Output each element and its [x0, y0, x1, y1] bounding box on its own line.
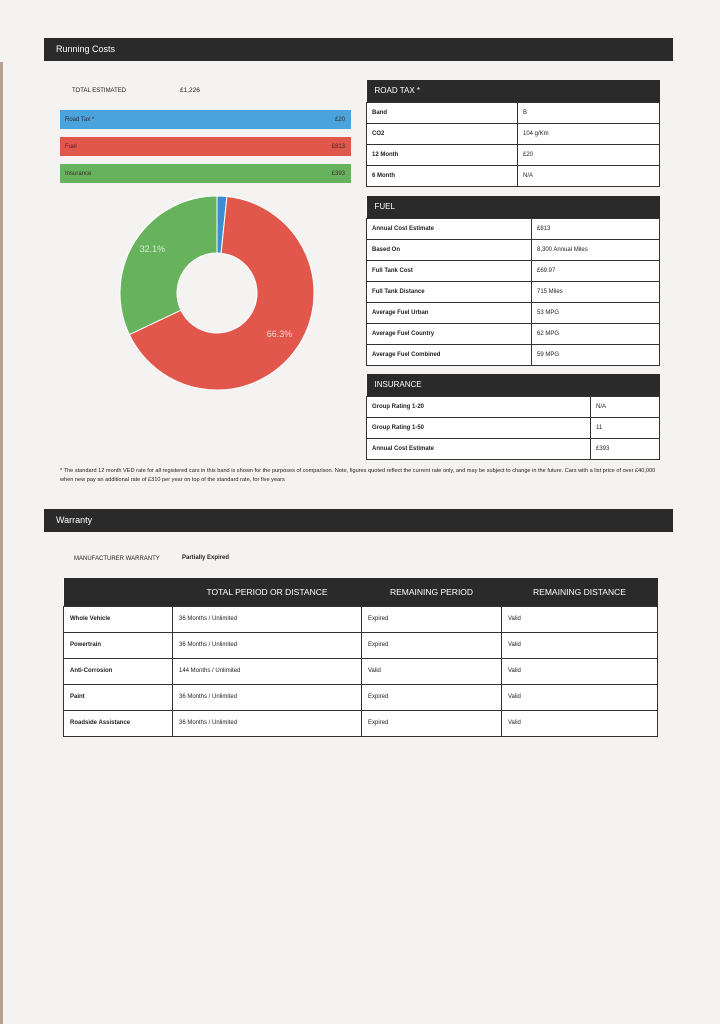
table-row: [367, 344, 660, 365]
remaining-distance: Valid: [502, 684, 658, 710]
row-key: Average Fuel Urban: [367, 302, 532, 323]
table-row: [367, 417, 660, 438]
table-row: [367, 260, 660, 281]
row-value: 53 MPG: [532, 302, 660, 323]
table-row: [64, 632, 658, 658]
table-row: [64, 684, 658, 710]
row-key: Based On: [367, 239, 532, 260]
total-estimated-label: TOTAL ESTIMATED: [72, 88, 127, 94]
component-name: Whole Vehicle: [64, 606, 173, 632]
row-value: 59 MPG: [532, 344, 660, 365]
total-estimated-value: £1,226: [180, 87, 200, 94]
remaining-period: Expired: [362, 606, 502, 632]
row-value: 11: [591, 417, 660, 438]
fuel-bar-label: Fuel: [65, 143, 77, 150]
row-value: N/A: [591, 396, 660, 417]
page-edge-shadow: [0, 62, 3, 1024]
column-header: REMAINING DISTANCE: [502, 578, 658, 606]
remaining-distance: Valid: [502, 606, 658, 632]
row-key: Average Fuel Country: [367, 323, 532, 344]
remaining-distance: Valid: [502, 658, 658, 684]
remaining-period: Expired: [362, 684, 502, 710]
table-row: [367, 438, 660, 459]
column-header: REMAINING PERIOD: [362, 578, 502, 606]
road-tax-bar-value: £20: [334, 116, 345, 123]
insurance-bar-label: Insurance: [65, 170, 92, 177]
road-tax-bar-label: Road Tax *: [65, 116, 95, 123]
table-row: [367, 396, 660, 417]
column-header: TOTAL PERIOD OR DISTANCE: [173, 578, 362, 606]
remaining-period: Expired: [362, 710, 502, 736]
row-key: Group Rating 1-20: [367, 396, 591, 417]
row-key: Annual Cost Estimate: [367, 218, 532, 239]
table-row: [367, 144, 660, 165]
table-row: [64, 658, 658, 684]
fuel-slice-label: 66.3%: [266, 329, 293, 340]
manufacturer-warranty-value: Partially Expired: [182, 555, 230, 561]
remaining-distance: Valid: [502, 632, 658, 658]
insurance-table: [366, 374, 660, 460]
row-value: 8,300 Annual Miles: [532, 239, 660, 260]
total-period: 36 Months / Unlimited: [173, 632, 362, 658]
total-period: 36 Months / Unlimited: [173, 684, 362, 710]
road-tax-title: ROAD TAX *: [367, 80, 660, 102]
insurance-bar-value: £393: [331, 170, 345, 177]
row-key: CO2: [367, 123, 518, 144]
row-value: £393: [591, 438, 660, 459]
table-row: [367, 102, 660, 123]
insurance-cost-bar: [60, 164, 351, 183]
total-period: 144 Months / Unlimited: [173, 658, 362, 684]
road-tax-footnote: * The standard 12 month VED rate for all registered cars in this band is shown for the purposes of comparison. Note, figures quoted reflect the current rate only, and may be subject to change in the future. Cars with a list price of over £40,000 when new pay an additional rate of £310 per year on top of the standard rate, for five years: [60, 468, 656, 483]
row-value: 715 Miles: [532, 281, 660, 302]
total-period: 36 Months / Unlimited: [173, 710, 362, 736]
running-costs-donut-chart: [118, 194, 316, 392]
row-key: Full Tank Cost: [367, 260, 532, 281]
fuel-bar-value: £813: [331, 143, 345, 150]
row-key: Band: [367, 102, 518, 123]
warranty-header: Warranty: [44, 509, 673, 532]
insurance-slice-label: 32.1%: [139, 244, 166, 255]
remaining-period: Valid: [362, 658, 502, 684]
row-key: Group Rating 1-50: [367, 417, 591, 438]
row-value: £69.97: [532, 260, 660, 281]
row-key: 6 Month: [367, 165, 518, 186]
row-value: £20: [518, 144, 660, 165]
table-row: [367, 218, 660, 239]
insurance-slice: [120, 196, 217, 335]
road-tax-cost-bar: [60, 110, 351, 129]
row-value: £813: [532, 218, 660, 239]
fuel-table: [366, 196, 660, 366]
component-name: Powertrain: [64, 632, 173, 658]
total-period: 36 Months / Unlimited: [173, 606, 362, 632]
row-value: 62 MPG: [532, 323, 660, 344]
remaining-distance: Valid: [502, 710, 658, 736]
component-name: Anti-Corrosion: [64, 658, 173, 684]
row-key: 12 Month: [367, 144, 518, 165]
row-value: N/A: [518, 165, 660, 186]
table-row: [367, 239, 660, 260]
component-name: Paint: [64, 684, 173, 710]
table-row: [367, 165, 660, 186]
component-name: Roadside Assistance: [64, 710, 173, 736]
table-row: [367, 323, 660, 344]
row-key: Annual Cost Estimate: [367, 438, 591, 459]
row-key: Average Fuel Combined: [367, 344, 532, 365]
warranty-table: [63, 578, 658, 737]
fuel-cost-bar: [60, 137, 351, 156]
table-row: [64, 710, 658, 736]
remaining-period: Expired: [362, 632, 502, 658]
table-row: [367, 123, 660, 144]
running-costs-header: Running Costs: [44, 38, 673, 61]
column-header: [64, 578, 173, 606]
insurance-title: INSURANCE: [367, 374, 660, 396]
fuel-title: FUEL: [367, 196, 660, 218]
row-value: 104 g/Km: [518, 123, 660, 144]
row-value: B: [518, 102, 660, 123]
table-row: [367, 302, 660, 323]
table-row: [64, 606, 658, 632]
manufacturer-warranty-label: MANUFACTURER WARRANTY: [74, 556, 160, 562]
row-key: Full Tank Distance: [367, 281, 532, 302]
road-tax-table: [366, 80, 660, 187]
table-row: [367, 281, 660, 302]
